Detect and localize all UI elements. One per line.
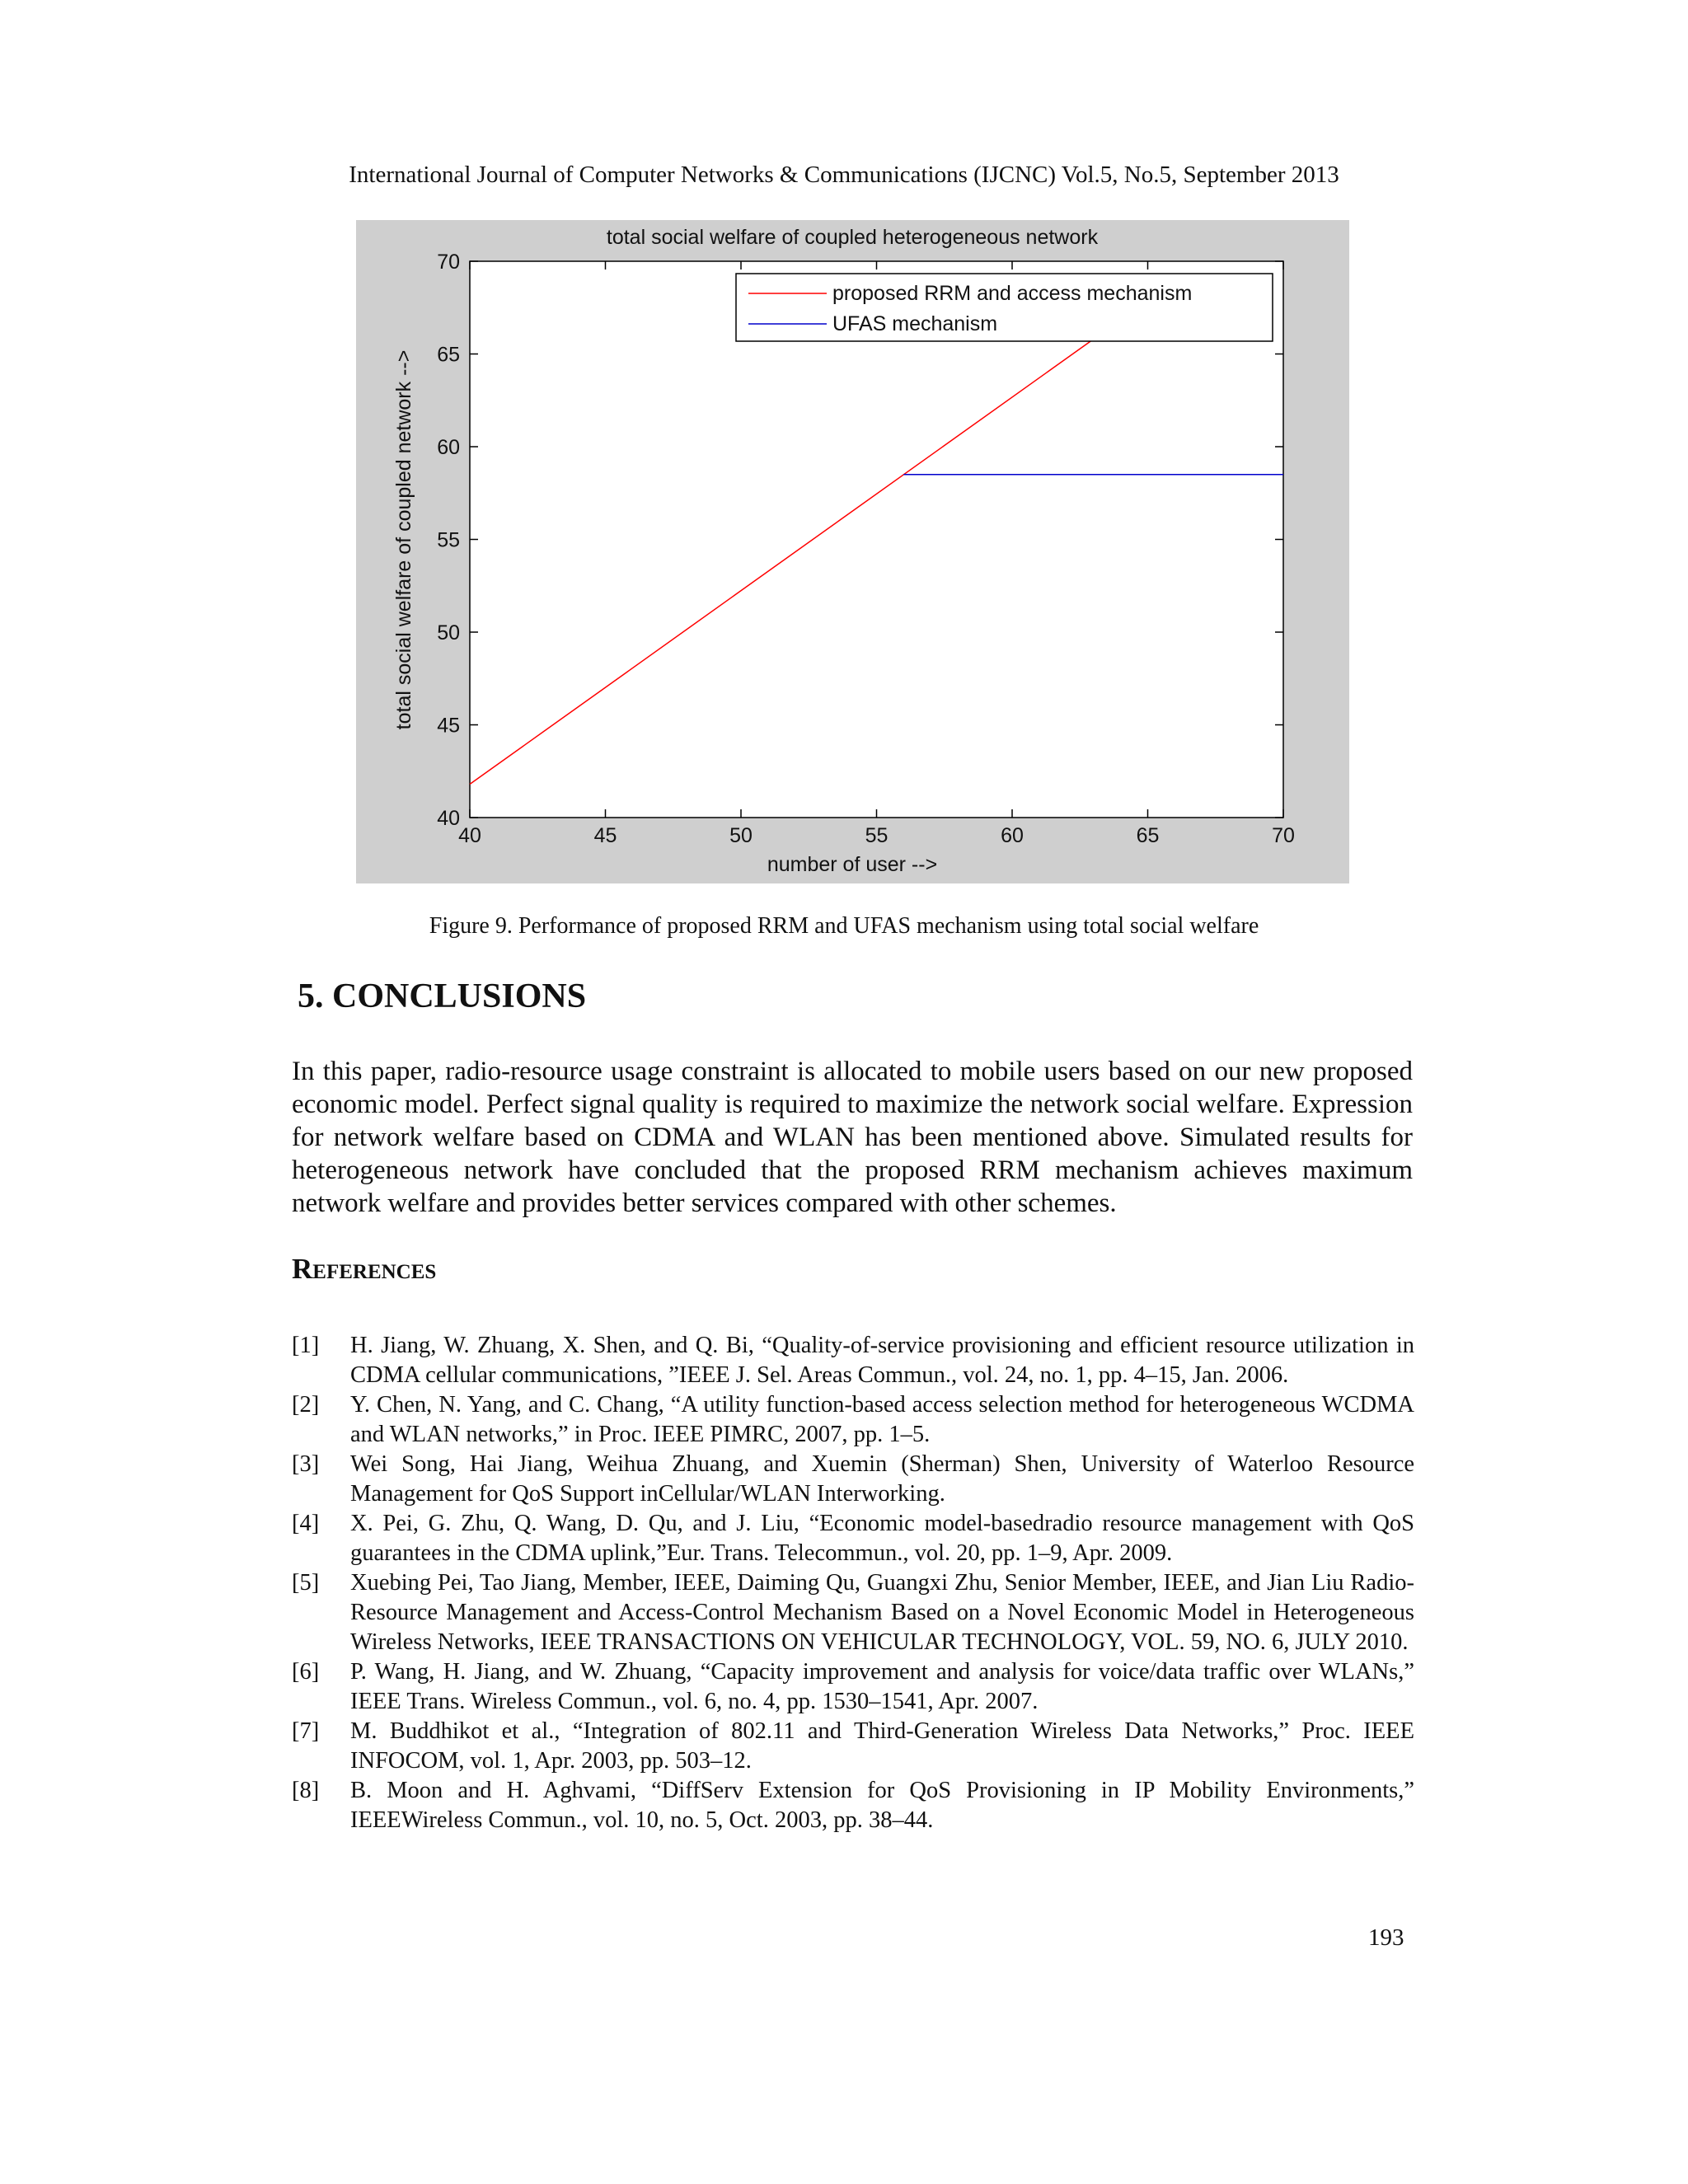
x-tick-label: 65 bbox=[1136, 824, 1160, 847]
reference-number: [4] bbox=[292, 1511, 320, 1536]
reference-number: [2] bbox=[292, 1392, 320, 1418]
references-title: References bbox=[292, 1253, 437, 1285]
x-tick-label: 45 bbox=[593, 824, 617, 847]
journal-header: International Journal of Computer Networks & Communications (IJCNC) Vol.5, No.5, September 2013 bbox=[349, 162, 1339, 188]
y-tick-label: 60 bbox=[437, 436, 460, 459]
reference-list bbox=[292, 1331, 1414, 1835]
reference-number: [7] bbox=[292, 1718, 320, 1744]
reference-item bbox=[292, 1450, 1414, 1509]
figure-caption: Figure 9. Performance of proposed RRM and UFAS mechanism using total social welfare bbox=[429, 913, 1259, 939]
reference-item bbox=[292, 1717, 1414, 1776]
x-axis-label: number of user --> bbox=[767, 853, 938, 876]
x-tick-label: 50 bbox=[729, 824, 753, 847]
reference-text: H. Jiang, W. Zhuang, X. Shen, and Q. Bi, “Quality-of-service provisioning and efficient resource utilization in CDMA cellular communications, ”IEEE J. Sel. Areas Commun., vol. 24, no. 1, pp. 4–15, Jan. 2006. bbox=[350, 1333, 1414, 1388]
x-tick-label: 40 bbox=[458, 824, 481, 847]
reference-number: [8] bbox=[292, 1778, 320, 1803]
conclusion-paragraph: In this paper, radio-resource usage constraint is allocated to mobile users based on our new proposed economic model. Perfect signal quality is required to maximize the network social welfare. Expression for network welfare based on CDMA and WLAN has been mentioned above. Simulated results for heterogeneous network have concluded that the proposed RRM mechanism achieves maximum network welfare and provides better services compared with other schemes. bbox=[292, 1057, 1413, 1218]
x-tick-label: 70 bbox=[1272, 824, 1295, 847]
y-tick-label: 65 bbox=[437, 343, 460, 367]
x-tick-label: 60 bbox=[1001, 824, 1024, 847]
reference-item bbox=[292, 1509, 1414, 1568]
reference-number: [5] bbox=[292, 1570, 320, 1596]
legend bbox=[736, 274, 1273, 341]
reference-number: [3] bbox=[292, 1451, 320, 1477]
section-title: 5. CONCLUSIONS bbox=[298, 977, 587, 1015]
reference-text: M. Buddhikot et al., “Integration of 802.11 and Third-Generation Wireless Data Networks,” Proc. IEEE INFOCOM, vol. 1, Apr. 2003, pp. 503–12. bbox=[350, 1718, 1414, 1774]
reference-text: X. Pei, G. Zhu, Q. Wang, D. Qu, and J. Liu, “Economic model-basedradio resource management with QoS guarantees in the CDMA uplink,”Eur. Trans. Telecommun., vol. 20, pp. 1–9, Apr. 2009. bbox=[350, 1511, 1414, 1566]
y-tick-label: 50 bbox=[437, 621, 460, 644]
y-tick-label: 45 bbox=[437, 714, 460, 738]
reference-item bbox=[292, 1331, 1414, 1390]
chart-svg bbox=[356, 220, 1349, 883]
reference-text: Xuebing Pei, Tao Jiang, Member, IEEE, Daiming Qu, Guangxi Zhu, Senior Member, IEEE, and Jian Liu Radio-Resource Management and Access-Control Mechanism Based on a Novel Economic Model in Heterogeneous Wireless Networks, IEEE TRANSACTIONS ON VEHICULAR TECHNOLOGY, VOL. 59, NO. 6, JULY 2010. bbox=[350, 1570, 1414, 1655]
x-tick-label: 55 bbox=[865, 824, 889, 847]
y-tick-label: 40 bbox=[437, 807, 460, 830]
chart-title: total social welfare of coupled heterogeneous network bbox=[606, 226, 1099, 249]
reference-item bbox=[292, 1568, 1414, 1657]
reference-text: P. Wang, H. Jiang, and W. Zhuang, “Capacity improvement and analysis for voice/data traffic over WLANs,” IEEE Trans. Wireless Commun., vol. 6, no. 4, pp. 1530–1541, Apr. 2007. bbox=[350, 1659, 1414, 1714]
reference-number: [6] bbox=[292, 1659, 320, 1685]
reference-text: Wei Song, Hai Jiang, Weihua Zhuang, and Xuemin (Sherman) Shen, University of Waterloo Resource Management for QoS Support inCellular/WLAN Interworking. bbox=[350, 1451, 1414, 1507]
reference-item bbox=[292, 1657, 1414, 1717]
figure-9-chart bbox=[356, 220, 1349, 883]
plot-area bbox=[470, 261, 1283, 818]
reference-item bbox=[292, 1776, 1414, 1835]
reference-text: Y. Chen, N. Yang, and C. Chang, “A utility function-based access selection method for heterogeneous WCDMA and WLAN networks,” in Proc. IEEE PIMRC, 2007, pp. 1–5. bbox=[350, 1392, 1414, 1447]
legend-label-ufas: UFAS mechanism bbox=[832, 312, 998, 335]
y-tick-label: 55 bbox=[437, 528, 460, 552]
reference-item bbox=[292, 1390, 1414, 1450]
reference-text: B. Moon and H. Aghvami, “DiffServ Extension for QoS Provisioning in IP Mobility Environments,” IEEEWireless Commun., vol. 10, no. 5, Oct. 2003, pp. 38–44. bbox=[350, 1778, 1414, 1833]
page-number: 193 bbox=[1368, 1924, 1404, 1951]
legend-label-rrm: proposed RRM and access mechanism bbox=[832, 282, 1193, 305]
y-tick-label: 70 bbox=[437, 251, 460, 274]
y-axis-label: total social welfare of coupled network --> bbox=[392, 349, 415, 730]
reference-number: [1] bbox=[292, 1333, 320, 1358]
